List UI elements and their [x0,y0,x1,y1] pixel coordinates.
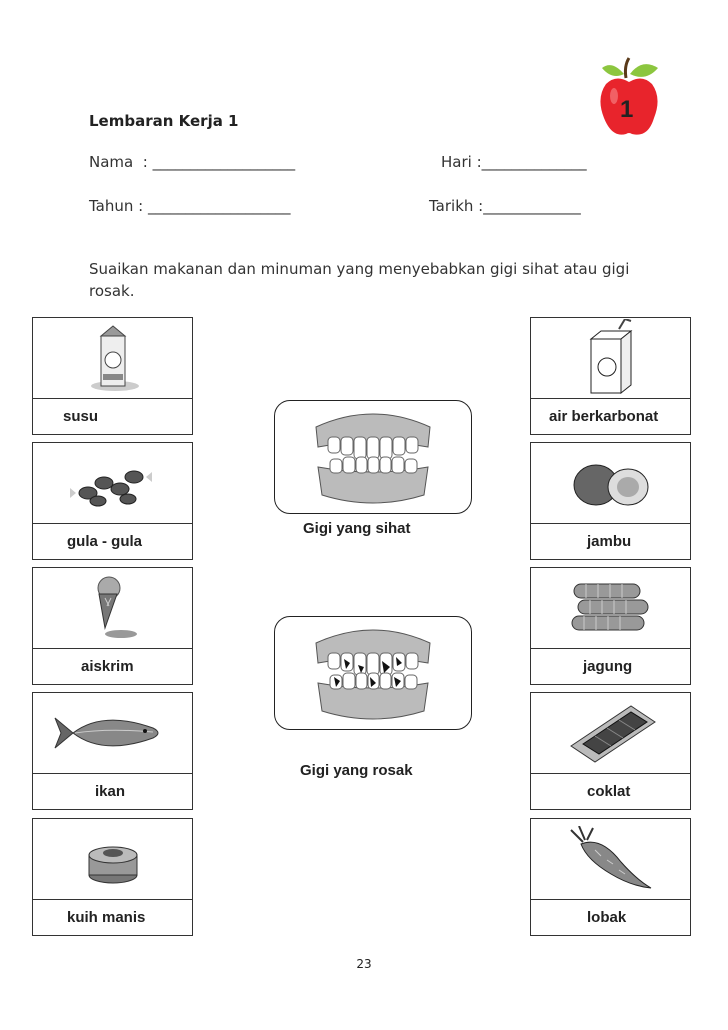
milk-carton-icon [33,318,192,398]
apple-icon [596,48,662,140]
healthy-teeth-caption: Gigi yang sihat [303,520,411,537]
instruction-text: Suaikan makanan dan minuman yang menyebabkan gigi sihat atau gigi rosak. [89,260,630,300]
card-air-berkarbonat [530,317,691,435]
item-label: lobak [530,899,691,936]
item-label: gula - gula [32,523,193,560]
candy-icon [33,443,192,523]
worksheet-title: Lembaran Kerja 1 [89,112,239,130]
card-kuih-manis [32,818,193,936]
card-ikan [32,692,193,810]
ice-cream-icon [33,568,192,648]
apple-badge [596,48,662,140]
carrot-icon [531,819,690,899]
healthy-teeth-icon [308,407,438,507]
card-aiskrim [32,567,193,685]
fish-icon [33,693,192,773]
cake-icon [33,819,192,899]
badge-number: 1 [620,96,634,123]
nama-field: Nama : ___________________ [89,153,296,171]
decayed-teeth-caption: Gigi yang rosak [300,762,413,779]
item-label: air berkarbonat [530,398,691,435]
page-number: 23 [356,957,372,971]
item-label: susu [32,398,193,435]
card-jambu [530,442,691,560]
chocolate-icon [531,693,690,773]
item-label: aiskrim [32,648,193,685]
item-label: coklat [530,773,691,810]
item-label: ikan [32,773,193,810]
hari-field: Hari :______________ [441,153,587,171]
juice-box-icon [531,318,690,398]
healthy-teeth-box [274,400,472,514]
guava-icon [531,443,690,523]
decayed-teeth-icon [308,623,438,723]
card-jagung [530,567,691,685]
card-susu [32,317,193,435]
tahun-field: Tahun : ___________________ [89,197,291,215]
item-label: jagung [530,648,691,685]
item-label: kuih manis [32,899,193,936]
tarikh-field: Tarikh :_____________ [429,197,581,215]
item-label: jambu [530,523,691,560]
card-gula-gula [32,442,193,560]
card-coklat [530,692,691,810]
corn-icon [531,568,690,648]
card-lobak [530,818,691,936]
decayed-teeth-box [274,616,472,730]
